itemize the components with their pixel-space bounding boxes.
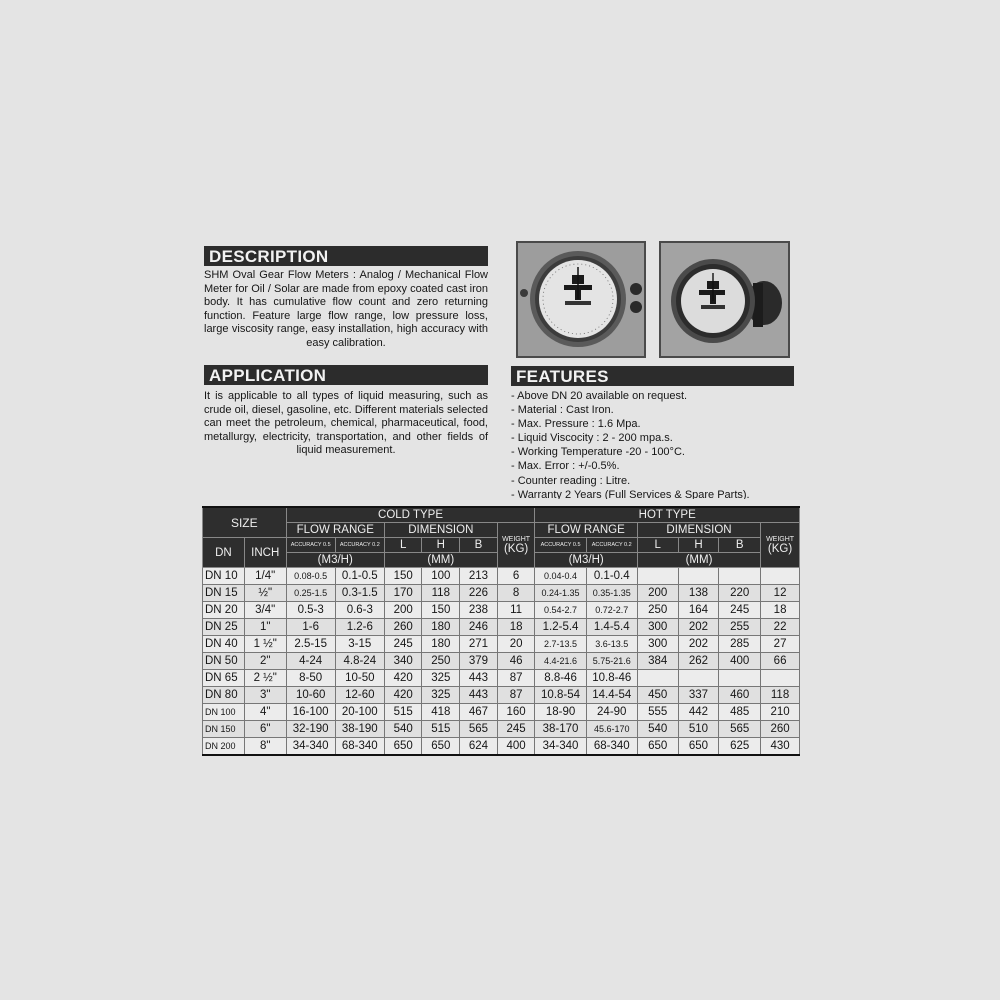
hot-h-cell: [678, 670, 719, 687]
inch-cell: 3": [244, 687, 286, 704]
hot-accuracy-05-header: ACCURACY 0.5: [535, 538, 586, 553]
cold-weight-cell: 11: [497, 602, 535, 619]
hot-weight-cell: 118: [761, 687, 800, 704]
dn-cell: DN 150: [203, 721, 245, 738]
cold-dimension-unit: (MM): [384, 553, 497, 568]
dn-cell: DN 10: [203, 568, 245, 585]
cold-b-cell: 246: [460, 619, 498, 636]
hot-accuracy-05-cell: 0.54-2.7: [535, 602, 586, 619]
cold-h-cell: 650: [422, 738, 460, 756]
cold-accuracy-02-cell: 68-340: [335, 738, 384, 756]
cold-l-cell: 245: [384, 636, 422, 653]
table-row: [203, 585, 800, 602]
cold-h-cell: 325: [422, 687, 460, 704]
hot-b-cell: 245: [719, 602, 761, 619]
hot-b-header: B: [719, 538, 761, 553]
cold-accuracy-05-cell: 0.5-3: [286, 602, 335, 619]
table-row: [203, 704, 800, 721]
cold-b-cell: 443: [460, 687, 498, 704]
cold-h-cell: 150: [422, 602, 460, 619]
cold-b-cell: 271: [460, 636, 498, 653]
hot-weight-cell: 260: [761, 721, 800, 738]
hot-h-cell: 510: [678, 721, 719, 738]
cold-weight-cell: 245: [497, 721, 535, 738]
hot-l-header: L: [637, 538, 678, 553]
hot-weight-cell: [761, 670, 800, 687]
cold-weight-cell: 46: [497, 653, 535, 670]
application-text: It is applicable to all types of liquid measuring, such as crude oil, diesel, gasoline, etc. Different materials selected can meet the petroleum, chemical, pharmaceutical, food, metallurgy, electricity, transportation, and other fields of liquid measurement.: [204, 390, 488, 457]
hot-accuracy-02-cell: 1.4-5.4: [586, 619, 637, 636]
hot-weight-header: [761, 523, 800, 568]
cold-b-cell: 443: [460, 670, 498, 687]
cold-accuracy-05-header: ACCURACY 0.5: [286, 538, 335, 553]
cold-dimension-header: DIMENSION: [384, 523, 497, 538]
cold-l-cell: 420: [384, 670, 422, 687]
cold-l-cell: 200: [384, 602, 422, 619]
hot-accuracy-05-cell: 0.04-0.4: [535, 568, 586, 585]
hot-weight-cell: 210: [761, 704, 800, 721]
features-heading: FEATURES: [511, 366, 794, 386]
dn-cell: DN 15: [203, 585, 245, 602]
hot-l-cell: [637, 568, 678, 585]
hot-accuracy-05-cell: 18-90: [535, 704, 586, 721]
hot-weight-cell: [761, 568, 800, 585]
cold-l-cell: 515: [384, 704, 422, 721]
hot-l-cell: 540: [637, 721, 678, 738]
hot-h-cell: [678, 568, 719, 585]
feature-item: - Material : Cast Iron.: [511, 404, 614, 417]
cold-h-cell: 418: [422, 704, 460, 721]
feature-item: - Max. Error : +/-0.5%.: [511, 460, 620, 473]
feature-item: - Warranty 2 Years (Full Services & Spare Parts).: [511, 488, 750, 499]
hot-b-cell: 565: [719, 721, 761, 738]
feature-item: - Counter reading : Litre.: [511, 474, 631, 487]
cold-b-cell: 238: [460, 602, 498, 619]
cold-weight-label: WEIGHT: [502, 535, 531, 543]
hot-l-cell: 300: [637, 636, 678, 653]
inch-cell: 2 ½": [244, 670, 286, 687]
hot-b-cell: 485: [719, 704, 761, 721]
dn-cell: DN 50: [203, 653, 245, 670]
size-header: SIZE: [203, 507, 287, 538]
feature-item: - Above DN 20 available on request.: [511, 390, 688, 402]
feature-item: - Max. Pressure : 1.6 Mpa.: [511, 418, 641, 431]
specifications-table: [202, 506, 800, 756]
cold-accuracy-05-cell: 16-100: [286, 704, 335, 721]
inch-cell: 2": [244, 653, 286, 670]
hot-l-cell: 384: [637, 653, 678, 670]
cold-accuracy-05-cell: 0.08-0.5: [286, 568, 335, 585]
cold-accuracy-02-cell: 0.3-1.5: [335, 585, 384, 602]
table-row: [203, 568, 800, 585]
flow-meter-photo-front: [516, 241, 646, 358]
cold-l-cell: 650: [384, 738, 422, 756]
cold-l-cell: 340: [384, 653, 422, 670]
hot-accuracy-02-cell: 10.8-46: [586, 670, 637, 687]
hot-h-header: H: [678, 538, 719, 553]
hot-b-cell: 220: [719, 585, 761, 602]
cold-flow-unit: (M3/H): [286, 553, 384, 568]
hot-accuracy-02-cell: 24-90: [586, 704, 637, 721]
inch-header: INCH: [244, 538, 286, 568]
hot-l-cell: 250: [637, 602, 678, 619]
cold-b-cell: 565: [460, 721, 498, 738]
hot-accuracy-05-cell: 34-340: [535, 738, 586, 756]
hot-weight-cell: 18: [761, 602, 800, 619]
cold-weight-cell: 8: [497, 585, 535, 602]
hot-l-cell: 650: [637, 738, 678, 756]
cold-h-cell: 100: [422, 568, 460, 585]
dn-cell: DN 100: [203, 704, 245, 721]
inch-cell: 4": [244, 704, 286, 721]
hot-h-cell: 262: [678, 653, 719, 670]
hot-dimension-unit: (MM): [637, 553, 760, 568]
hot-h-cell: 164: [678, 602, 719, 619]
cold-h-cell: 180: [422, 619, 460, 636]
hot-h-cell: 650: [678, 738, 719, 756]
table-row: [203, 738, 800, 756]
cold-accuracy-02-header: ACCURACY 0.2: [335, 538, 384, 553]
cold-accuracy-05-cell: 8-50: [286, 670, 335, 687]
hot-weight-cell: 12: [761, 585, 800, 602]
hot-accuracy-02-cell: 0.72-2.7: [586, 602, 637, 619]
hot-b-cell: 255: [719, 619, 761, 636]
hot-weight-cell: 22: [761, 619, 800, 636]
cold-b-cell: 226: [460, 585, 498, 602]
cold-accuracy-02-cell: 1.2-6: [335, 619, 384, 636]
cold-l-cell: 260: [384, 619, 422, 636]
cold-h-cell: 325: [422, 670, 460, 687]
cold-b-cell: 379: [460, 653, 498, 670]
hot-accuracy-05-cell: 4.4-21.6: [535, 653, 586, 670]
dn-cell: DN 20: [203, 602, 245, 619]
hot-accuracy-02-cell: 68-340: [586, 738, 637, 756]
cold-h-cell: 250: [422, 653, 460, 670]
cold-type-header: COLD TYPE: [286, 507, 535, 523]
cold-accuracy-05-cell: 4-24: [286, 653, 335, 670]
cold-accuracy-02-cell: 12-60: [335, 687, 384, 704]
hot-l-cell: 555: [637, 704, 678, 721]
flow-meter-photo-side: [659, 241, 790, 358]
hot-accuracy-02-cell: 0.1-0.4: [586, 568, 637, 585]
hot-weight-cell: 430: [761, 738, 800, 756]
hot-b-cell: [719, 568, 761, 585]
cold-accuracy-05-cell: 0.25-1.5: [286, 585, 335, 602]
feature-item: - Liquid Viscocity : 2 - 200 mpa.s.: [511, 432, 673, 445]
description-text: SHM Oval Gear Flow Meters : Analog / Mechanical Flow Meter for Oil / Solar are made from epoxy coated cast iron body. It has cumulative flow count and zero returning function. Feature large flow range, low pressure loss, large viscosity range, easy installation, high accuracy with easy calibration.: [204, 269, 488, 349]
cold-accuracy-05-cell: 32-190: [286, 721, 335, 738]
hot-accuracy-05-cell: 2.7-13.5: [535, 636, 586, 653]
table-row: [203, 602, 800, 619]
cold-accuracy-05-cell: 10-60: [286, 687, 335, 704]
cold-accuracy-02-cell: 0.6-3: [335, 602, 384, 619]
hot-b-cell: 625: [719, 738, 761, 756]
hot-b-cell: 400: [719, 653, 761, 670]
hot-flow-unit: (M3/H): [535, 553, 637, 568]
table-row: [203, 619, 800, 636]
hot-h-cell: 202: [678, 619, 719, 636]
cold-h-cell: 515: [422, 721, 460, 738]
cold-weight-cell: 87: [497, 670, 535, 687]
cold-weight-cell: 160: [497, 704, 535, 721]
hot-accuracy-02-cell: 0.35-1.35: [586, 585, 637, 602]
cold-accuracy-02-cell: 10-50: [335, 670, 384, 687]
cold-weight-unit: (KG): [503, 542, 529, 555]
hot-accuracy-05-cell: 1.2-5.4: [535, 619, 586, 636]
cold-weight-cell: 20: [497, 636, 535, 653]
cold-weight-cell: 18: [497, 619, 535, 636]
features-list: [511, 389, 801, 499]
dn-header: DN: [203, 538, 245, 568]
hot-accuracy-02-cell: 3.6-13.5: [586, 636, 637, 653]
cold-weight-cell: 87: [497, 687, 535, 704]
cold-b-cell: 624: [460, 738, 498, 756]
hot-h-cell: 202: [678, 636, 719, 653]
hot-h-cell: 337: [678, 687, 719, 704]
cold-h-cell: 180: [422, 636, 460, 653]
cold-l-cell: 150: [384, 568, 422, 585]
hot-weight-cell: 27: [761, 636, 800, 653]
cold-accuracy-05-cell: 1-6: [286, 619, 335, 636]
cold-accuracy-05-cell: 34-340: [286, 738, 335, 756]
cold-weight-cell: 400: [497, 738, 535, 756]
hot-accuracy-02-header: ACCURACY 0.2: [586, 538, 637, 553]
cold-h-cell: 118: [422, 585, 460, 602]
hot-accuracy-02-cell: 14.4-54: [586, 687, 637, 704]
cold-accuracy-05-cell: 2.5-15: [286, 636, 335, 653]
cold-l-header: L: [384, 538, 422, 553]
cold-accuracy-02-cell: 38-190: [335, 721, 384, 738]
cold-l-cell: 420: [384, 687, 422, 704]
hot-b-cell: 460: [719, 687, 761, 704]
hot-accuracy-05-cell: 38-170: [535, 721, 586, 738]
hot-type-header: HOT TYPE: [535, 507, 800, 523]
cold-l-cell: 170: [384, 585, 422, 602]
hot-h-cell: 138: [678, 585, 719, 602]
hot-weight-label: WEIGHT: [766, 535, 795, 543]
table-row: [203, 636, 800, 653]
inch-cell: 3/4": [244, 602, 286, 619]
cold-l-cell: 540: [384, 721, 422, 738]
dn-cell: DN 200: [203, 738, 245, 756]
hot-dimension-header: DIMENSION: [637, 523, 760, 538]
inch-cell: 1 ½": [244, 636, 286, 653]
hot-accuracy-02-cell: 45.6-170: [586, 721, 637, 738]
cold-h-header: H: [422, 538, 460, 553]
cold-b-cell: 467: [460, 704, 498, 721]
hot-l-cell: 300: [637, 619, 678, 636]
hot-weight-unit: (KG): [767, 542, 793, 555]
hot-l-cell: 200: [637, 585, 678, 602]
inch-cell: 8": [244, 738, 286, 756]
cold-accuracy-02-cell: 3-15: [335, 636, 384, 653]
table-row: [203, 670, 800, 687]
dn-cell: DN 25: [203, 619, 245, 636]
cold-b-cell: 213: [460, 568, 498, 585]
dn-cell: DN 80: [203, 687, 245, 704]
cold-accuracy-02-cell: 20-100: [335, 704, 384, 721]
description-heading: DESCRIPTION: [204, 246, 488, 266]
cold-weight-cell: 6: [497, 568, 535, 585]
dn-cell: DN 40: [203, 636, 245, 653]
specifications-body: [203, 568, 800, 756]
table-row: [203, 653, 800, 670]
dn-cell: DN 65: [203, 670, 245, 687]
cold-b-header: B: [460, 538, 498, 553]
application-heading: APPLICATION: [204, 365, 488, 385]
hot-flow-range-header: FLOW RANGE: [535, 523, 637, 538]
hot-accuracy-05-cell: 0.24-1.35: [535, 585, 586, 602]
hot-l-cell: [637, 670, 678, 687]
hot-h-cell: 442: [678, 704, 719, 721]
feature-item: - Working Temperature -20 - 100°C.: [511, 446, 685, 459]
hot-weight-cell: 66: [761, 653, 800, 670]
cold-accuracy-02-cell: 4.8-24: [335, 653, 384, 670]
inch-cell: 1": [244, 619, 286, 636]
inch-cell: 1/4": [244, 568, 286, 585]
hot-b-cell: [719, 670, 761, 687]
cold-accuracy-02-cell: 0.1-0.5: [335, 568, 384, 585]
hot-accuracy-02-cell: 5.75-21.6: [586, 653, 637, 670]
table-row: [203, 687, 800, 704]
hot-l-cell: 450: [637, 687, 678, 704]
table-row: [203, 721, 800, 738]
hot-accuracy-05-cell: 10.8-54: [535, 687, 586, 704]
hot-b-cell: 285: [719, 636, 761, 653]
hot-accuracy-05-cell: 8.8-46: [535, 670, 586, 687]
inch-cell: ½": [244, 585, 286, 602]
cold-weight-header: [497, 523, 535, 568]
cold-flow-range-header: FLOW RANGE: [286, 523, 384, 538]
inch-cell: 6": [244, 721, 286, 738]
